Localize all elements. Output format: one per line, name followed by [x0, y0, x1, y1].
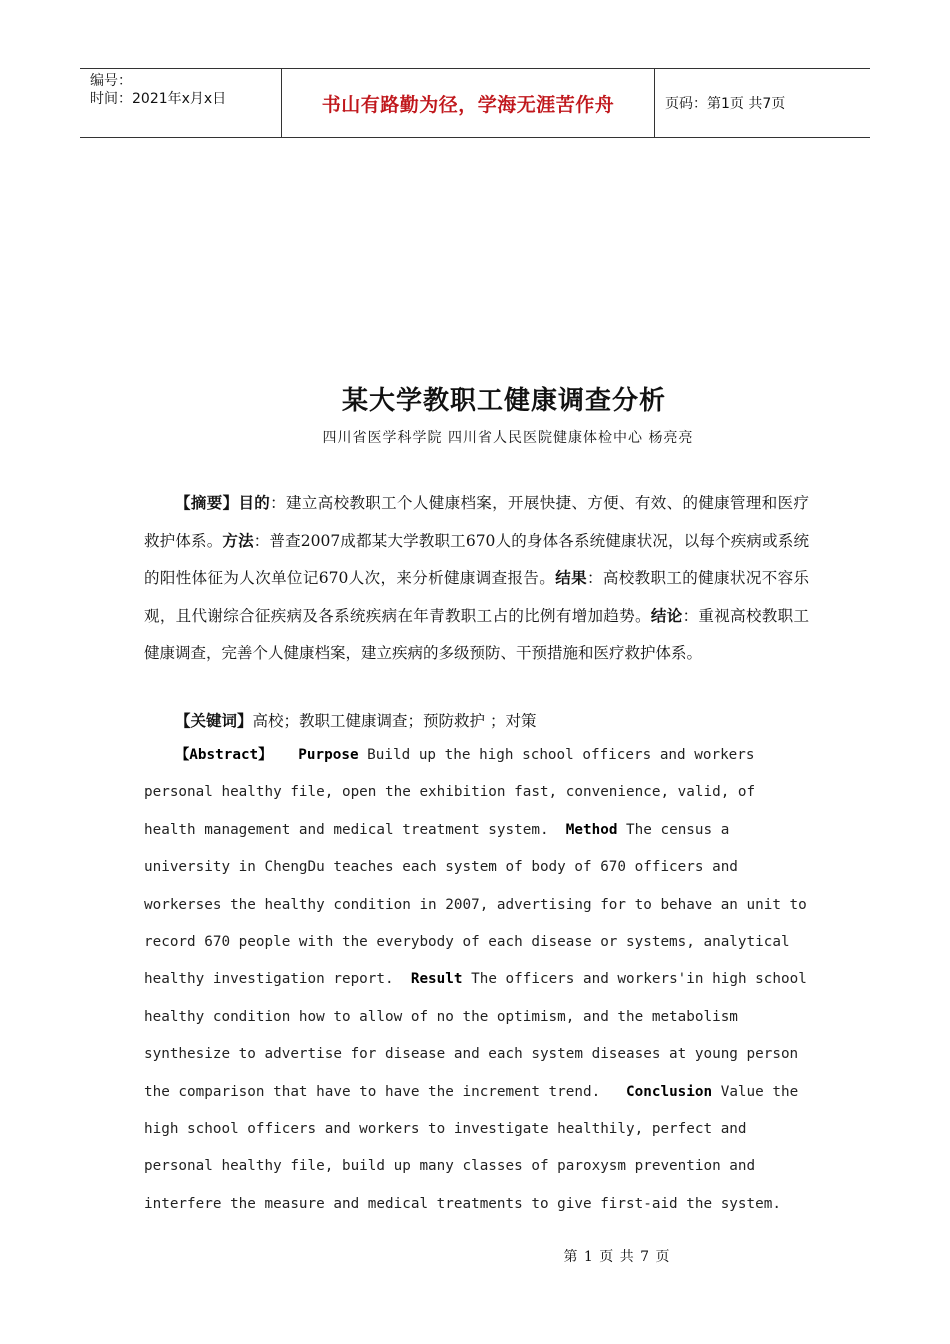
- document-header: [80, 68, 870, 138]
- abstract-chinese: [144, 485, 809, 673]
- authors-line: 四川省医学科学院 四川省人民医院健康体检中心 杨亮亮: [322, 430, 694, 446]
- result-en-text: The officers and workers'in high school healthy condition how to allow of no the optimism, and the metabolism synthesize to advertise for disease and each system diseases at young person the comparison that have to have the increment trend.: [144, 971, 807, 1100]
- method-en-text: The census a university in ChengDu teaches each system of body of 670 officers and workerses the healthy condition in 2007, advertising for to behave an unit to record 670 people with the everybody of each disease or systems, analytical healthy investigation report.: [144, 821, 807, 988]
- conclusion-text: ：重视高校教职工健康调查，完善个人健康档案，建立疾病的多级预防、干预措施和医疗救护体系。: [144, 606, 809, 662]
- method-text: ：普查2007成都某大学教职工670人的身体各系统健康状况，以每个疾病或系统的阳性体征为人次单位记670人次，来分析健康调查报告。: [144, 531, 809, 587]
- result-en-label: Result: [410, 971, 463, 988]
- page-title: 某大学教职工健康调查分析: [341, 386, 666, 416]
- result-text: ：高校教职工的健康状况不容乐观，且代谢综合征疾病及各系统疾病在年青教职工占的比例有增加趋势。: [144, 569, 809, 625]
- keywords: [175, 709, 536, 733]
- conclusion-label: 结论: [650, 606, 683, 625]
- method-label: 方法: [222, 531, 254, 550]
- purpose-text: ：建立高校教职工个人健康档案，开展快捷、方便、有效、的健康管理和医疗救护体系。: [144, 494, 809, 550]
- keywords-text: 高校；教职工健康调查；预防救护 ；对策: [252, 712, 537, 730]
- time-label: 时间：2021年x月x日: [90, 91, 227, 107]
- header-motto-cell: [281, 69, 655, 137]
- conclusion-en-text: Value the high school officers and workers to investigate healthily, perfect and personal healthy file, build up many classes of paroxysm prevention and interfere the measure and medical treatments to give first-aid the system.: [144, 1083, 799, 1212]
- abstract-en-label: 【Abstract】: [175, 747, 273, 763]
- page-footer: 第 1 页 共 7 页: [563, 1249, 671, 1265]
- keywords-label: 【关键词】: [175, 712, 253, 730]
- abstract-label: 【摘要】: [175, 494, 239, 512]
- header-page-info: 页码：第1页 共7页: [665, 96, 786, 112]
- purpose-en-text: Build up the high school officers and workers personal healthy file, open the exhibition fast, convenience, valid, of health management and medical treatment system.: [144, 747, 756, 838]
- abstract-english: [144, 737, 809, 1223]
- conclusion-en-label: Conclusion: [626, 1083, 713, 1100]
- result-label: 结果: [555, 569, 587, 587]
- number-label: 编号：: [90, 73, 132, 89]
- purpose-en-label: Purpose: [298, 747, 359, 763]
- purpose-label: 目的: [238, 494, 271, 512]
- method-en-label: Method: [565, 821, 618, 838]
- header-motto: 书山有路勤为径，学海无涯苦作舟: [321, 93, 615, 116]
- header-meta: [80, 69, 281, 137]
